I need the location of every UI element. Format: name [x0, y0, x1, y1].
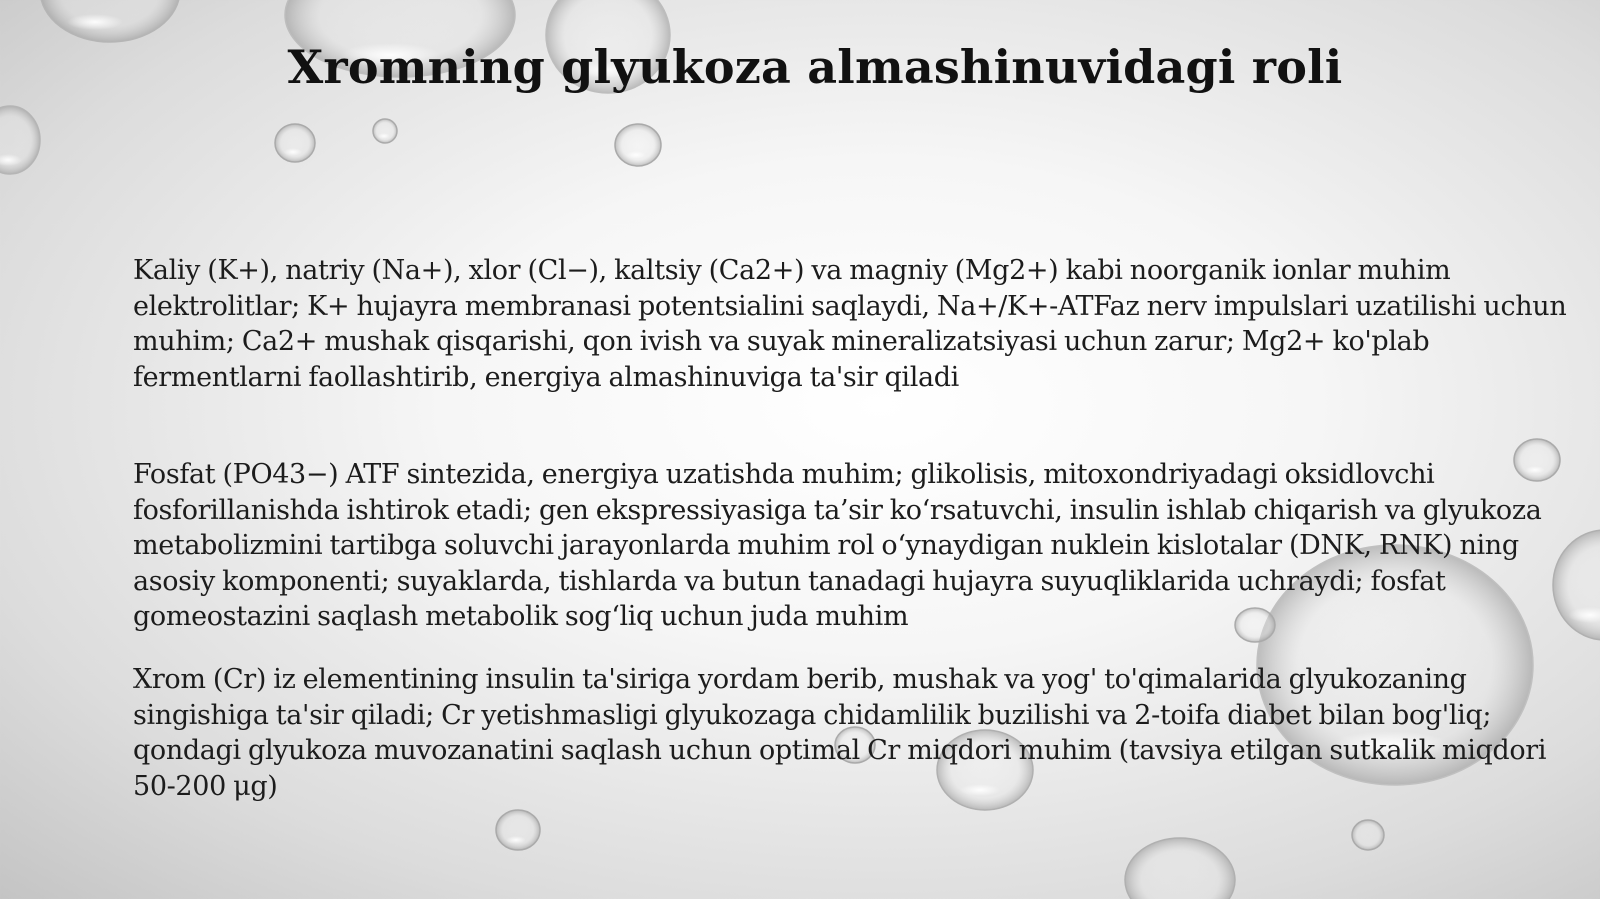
slide-title: Xromning glyukoza almashinuvidagi roli	[287, 40, 1343, 94]
drop-top-left	[40, 0, 180, 42]
paragraph-phosphate: Fosfat (PO43−) ATF sintezida, energiya uzatishda muhim; glikolisis, mitoxondriyadagi oksidlovchi fosforillanishda ishtirok etadi; gen ekspressiyasiga ta’sir ko‘rsatuvchi, insulin ishlab chiqarish va glyukoza metabolizmini tartibga soluvchi jarayonlarda muhim rol o‘ynaydigan nuklein kislotalar (DNK, RNK) ning asosiy komponenti; suyaklarda, tishlarda va butun tanadagi hujayra suyuqliklarida uchraydi; fosfat gomeostazini saqlash metabolik sog‘liq uchun juda muhim	[133, 459, 1542, 633]
drop-small-1	[275, 124, 315, 162]
drop-bottom-right-2	[1352, 820, 1384, 850]
paragraph-electrolytes: Kaliy (K+), natriy (Na+), xlor (Cl−), kaltsiy (Ca2+) va magniy (Mg2+) kabi noorganik ionlar muhim elektrolitlar; K+ hujayra membranasi potentsialini saqlaydi, Na+/K+-ATFaz nerv impulslari uzatilishi uchun muhim; Ca2+ mushak qisqarishi, qon ivish va suyak mineralizatsiyasi uchun zarur; Mg2+ ko'plab fermentlarni faollashtirib, energiya almashinuviga ta'sir qiladi	[133, 255, 1567, 393]
drop-bottom-right-1	[1125, 838, 1235, 899]
drop-bottom-left	[496, 810, 540, 850]
drop-small-2	[373, 119, 397, 143]
paragraph-chromium: Xrom (Cr) iz elementining insulin ta'siriga yordam berib, mushak va yog' to'qimalarida glyukozaning singishiga ta'sir qiladi; Cr yetishmasligi glyukozaga chidamlilik buzilishi va 2-toifa diabet bilan bog'liq; qondagi glyukoza muvozanatini saqlash uchun optimal Cr miqdori muhim (tavsiya etilgan sutkalik miqdori 50-200 μg)	[133, 664, 1547, 802]
drop-small-3	[615, 124, 661, 166]
drop-left-edge	[0, 106, 40, 174]
